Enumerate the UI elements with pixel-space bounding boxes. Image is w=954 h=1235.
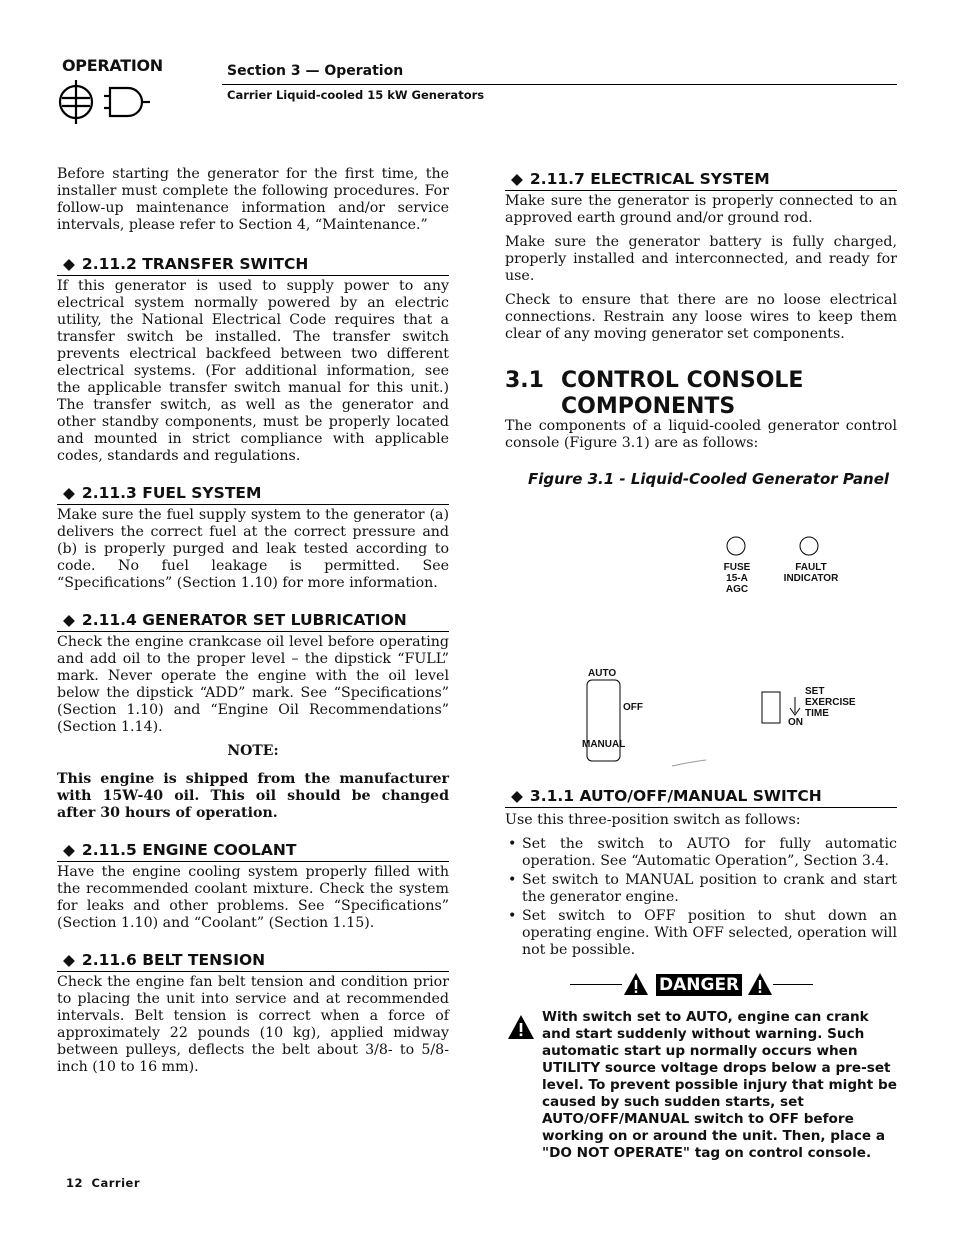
heading-transfer-switch: ◆ 2.11.2 TRANSFER SWITCH (57, 255, 449, 276)
diamond-icon: ◆ (63, 611, 75, 629)
danger-label: DANGER (656, 974, 742, 996)
section-3-1-1 (505, 787, 897, 961)
auto-label: AUTO (588, 668, 617, 679)
down-arrow-icon (790, 697, 800, 715)
document-subtitle: Carrier Liquid-cooled 15 kW Generators (227, 88, 485, 102)
fault-indicator-icon (800, 537, 818, 555)
belt-tension-text: Check the engine fan belt tension and condition prior to placing the unit into service and at recommended intervals. Belt tension is correct when a force of approximately 22 pounds (10 kg), applied midway between pulleys, deflects the belt about 3/8- to 5/8-inch (10 to 16 mm). (57, 974, 449, 1075)
heading-electrical-system: ◆ 2.11.7 ELECTRICAL SYSTEM (505, 170, 897, 191)
diamond-icon: ◆ (63, 951, 75, 969)
off-label: OFF (623, 702, 643, 713)
diamond-icon: ◆ (63, 484, 75, 502)
set-exercise-switch-icon (762, 692, 780, 723)
heading-3-1-number: 3.1 (505, 368, 544, 393)
note-text: This engine is shipped from the manufacturer with 15W-40 oil. This oil should be changed after 30 hours of operation. (57, 771, 449, 821)
on-label: ON (788, 717, 803, 728)
diamond-icon: ◆ (63, 255, 75, 273)
control-console-text: The components of a liquid-cooled generator control console (Figure 3.1) are as follows: (505, 418, 897, 451)
warning-triangle-icon (747, 972, 773, 996)
intro-paragraph: Before starting the generator for the first time, the installer must complete the following procedures. For follow-up maintenance information and/or service intervals, please refer to Section 4, “Maintenance.” (57, 166, 449, 233)
list-item: • Set switch to MANUAL position to crank and start the generator engine. (505, 872, 897, 906)
heading-engine-coolant: ◆ 2.11.5 ENGINE COOLANT (57, 841, 449, 862)
warning-triangle-icon (623, 972, 649, 996)
page-number: 12 (66, 1176, 84, 1190)
heading-lubrication: ◆ 2.11.4 GENERATOR SET LUBRICATION (57, 611, 449, 632)
switch-intro: Use this three-position switch as follows: (505, 812, 801, 828)
danger-rule-right (773, 984, 813, 985)
electrical-p1: Make sure the generator is properly connected to an approved earth ground and/or ground rod. (505, 193, 897, 226)
note-label: NOTE: (227, 743, 279, 759)
fuse-label: FUSE 15-A AGC (723, 562, 751, 595)
heading-belt-tension: ◆ 2.11.6 BELT TENSION (57, 951, 449, 972)
heading-auto-off-manual: ◆ 3.1.1 AUTO/OFF/MANUAL SWITCH (505, 787, 897, 808)
section-title: Section 3 — Operation (227, 63, 404, 79)
header-rule (222, 84, 897, 85)
figure-caption: Figure 3.1 - Liquid-Cooled Generator Panel (528, 470, 890, 488)
fault-indicator-label: FAULT INDICATOR (783, 562, 839, 584)
operation-badge: OPERATION (62, 56, 163, 75)
left-column (57, 166, 449, 1076)
warning-triangle-icon (507, 1014, 535, 1040)
heading-3-1 (505, 368, 897, 420)
list-item: • Set the switch to AUTO for fully automatic operation. See “Automatic Operation”, Section 3.4. (505, 836, 897, 870)
diamond-icon: ◆ (511, 170, 523, 188)
list-item: • Set switch to OFF position to shut down an operating engine. With OFF selected, operation will not be possible. (505, 908, 897, 959)
set-exercise-time-label: SET EXERCISE TIME (805, 686, 856, 719)
footer-brand: Carrier (91, 1176, 140, 1190)
danger-rule-left (570, 984, 622, 985)
operation-symbol-icon (58, 78, 158, 130)
manual-label: MANUAL (582, 739, 626, 750)
danger-text: With switch set to AUTO, engine can crank and start suddenly without warning. Such automatic start up normally occurs when UTILITY source voltage drops below a pre-set level. To prevent possible injury that might be caused by such sudden starts, set AUTO/OFF/MANUAL switch to OFF before working on or around the unit. Then, place a "DO NOT OPERATE" tag on control console. (542, 1009, 897, 1161)
right-column-top (505, 170, 897, 343)
fuse-holder-icon (727, 537, 745, 555)
heading-3-1-line2: COMPONENTS (561, 394, 736, 419)
diamond-icon: ◆ (511, 787, 523, 805)
fuel-system-text: Make sure the fuel supply system to the generator (a) delivers the correct fuel at the correct pressure and (b) is properly purged and leak tested according to code. No fuel leakage is permitted. See “Specifications” (Section 1.10) for more information. (57, 507, 449, 591)
diamond-icon: ◆ (63, 841, 75, 859)
transfer-switch-text: If this generator is used to supply power to any electrical system normally powered by an electric utility, the National Electrical Code requires that a transfer switch be installed. The transfer switch prevents electrical backfeed between two different electrical systems. (For additional information, see the applicable transfer switch manual for this unit.) The transfer switch, as well as the generator and other standby components, must be properly located and mounted in strict compliance with applicable codes, standards and regulations. (57, 278, 449, 464)
engine-coolant-text: Have the engine cooling system properly filled with the recommended coolant mixture. Check the system for leaks and other problems. See “Specifications” (Section 1.10) and “Coolant” (Section 1.15). (57, 864, 449, 931)
electrical-p2: Make sure the generator battery is fully charged, properly installed and interconnected, and ready for use. (505, 234, 897, 284)
electrical-p3: Check to ensure that there are no loose electrical connections. Restrain any loose wires to keep them clear of any moving generator set components. (505, 292, 897, 342)
heading-3-1-line1: CONTROL CONSOLE (561, 368, 804, 393)
switch-bullet-list (505, 836, 897, 959)
lubrication-text: Check the engine crankcase oil level before operating and add oil to the proper level – the dipstick “FULL” mark. Never operate the engine with the oil level below the dipstick “ADD” mark. See “Specifications” (Section 1.10) and “Engine Oil Recommendations” (Section 1.14). (57, 634, 449, 735)
heading-fuel-system: ◆ 2.11.3 FUEL SYSTEM (57, 484, 449, 505)
page-footer (66, 1176, 140, 1190)
